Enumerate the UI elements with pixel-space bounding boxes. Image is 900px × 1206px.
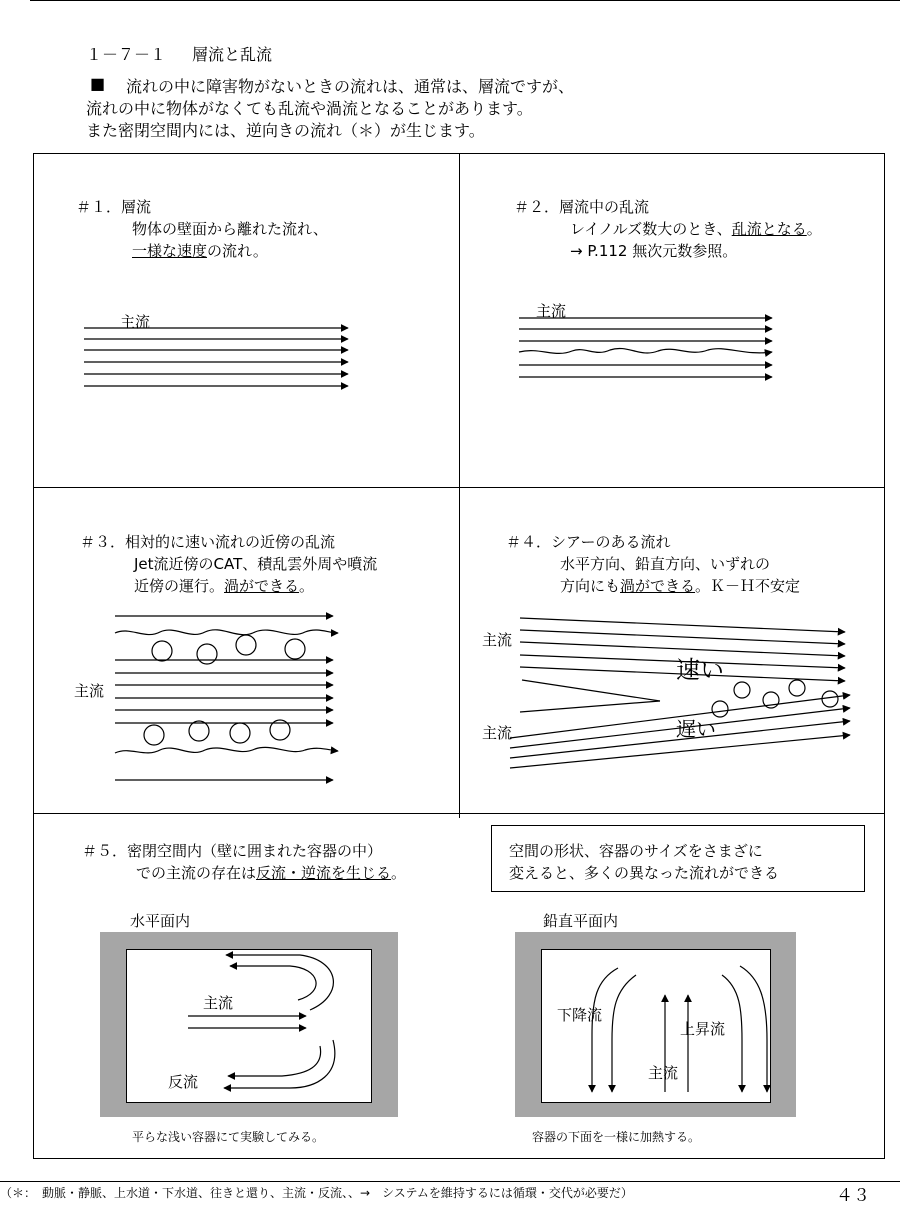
panel1-title: ＃１．層流 <box>76 198 152 216</box>
panel2-main-label: 主流 <box>536 302 567 320</box>
panel3-flow-lines <box>115 616 338 780</box>
panel3-main-label: 主流 <box>74 682 105 700</box>
panel3-line2-post: 。 <box>299 577 315 595</box>
panel2-line1-post: 。 <box>806 220 822 238</box>
p3-upper-wavy <box>115 630 338 635</box>
p3-eddy-2 <box>197 644 217 664</box>
h-return-lower-outer <box>224 1040 335 1088</box>
p3-eddy-4 <box>285 639 305 659</box>
panel4-line2-post: 。Ｋ－Ｈ不安定 <box>695 577 801 595</box>
p4-eddy-5 <box>822 691 838 707</box>
v-down-right-outer <box>740 966 767 1092</box>
footer-note: （＊： 動脈・静脈、上水道・下水道、往きと還り、主流・反流、、→ システムを維持するには循環・交代が必要だ） <box>0 1186 633 1200</box>
panel4-fast-label: 速い <box>676 656 724 684</box>
horizontal-container-flows <box>188 955 335 1088</box>
v-down-left-outer <box>592 968 618 1092</box>
panel2-line2: → P.112 無次元数参照。 <box>570 242 738 260</box>
p3-eddy-1 <box>152 641 172 661</box>
panel3-underlined: 渦ができる <box>224 577 300 595</box>
panel4-line2-pre: 方向にも <box>560 577 621 595</box>
panel1-line1: 物体の壁面から離れた流れ、 <box>132 220 328 238</box>
vertical-main-label: 主流 <box>648 1064 679 1082</box>
horizontal-caption: 平らな浅い容器にて実験してみる。 <box>132 1130 325 1144</box>
panel1-line2-rest: の流れ。 <box>207 242 268 260</box>
horizontal-reverse-label: 反流 <box>168 1073 199 1091</box>
panel5-line2-post: 。 <box>391 864 407 882</box>
h-return-upper-inner <box>230 966 316 1000</box>
panel3-line2-pre: 近傍の運行。 <box>134 577 225 595</box>
panel4-title: ＃４．シアーのある流れ <box>506 533 671 551</box>
panel5-note-line1: 空間の形状、容器のサイズをさまざに <box>509 842 763 860</box>
bullet-square-icon: ■ <box>90 74 106 93</box>
vertical-container-flows <box>592 966 767 1092</box>
horizontal-plane-title: 水平面内 <box>130 912 191 930</box>
p3-eddy-3 <box>236 635 256 655</box>
v-down-right-inner <box>722 975 742 1092</box>
panel3-line1: Jet流近傍のCAT、積乱雲外周や噴流 <box>134 555 378 573</box>
panel5-line2-pre: での主流の存在は <box>136 864 257 882</box>
intro-line-3: また密閉空間内には、逆向きの流れ（＊）が生じます。 <box>86 121 485 140</box>
panel2-title: ＃２．層流中の乱流 <box>514 198 650 216</box>
h-return-lower-inner <box>228 1046 321 1076</box>
panel5-title: ＃５．密閉空間内（壁に囲まれた容器の中） <box>82 842 383 860</box>
p3-eddy-6 <box>189 721 209 741</box>
vertical-up-label: 上昇流 <box>680 1020 726 1038</box>
panel4-underlined: 渦ができる <box>620 577 696 595</box>
panel2-flow-lines <box>519 318 772 377</box>
v-down-left-inner <box>612 975 636 1092</box>
panel3-title: ＃３．相対的に速い流れの近傍の乱流 <box>80 533 336 551</box>
section-number: １－７－１ <box>86 45 167 64</box>
h-return-upper-outer <box>226 955 333 1010</box>
horizontal-main-label: 主流 <box>203 994 234 1012</box>
panel5-note-line2: 変えると、多くの異なった流れができる <box>509 864 780 882</box>
vertical-caption: 容器の下面を一様に加熱する。 <box>532 1130 701 1144</box>
panel4-main-label-bottom: 主流 <box>482 724 513 742</box>
p4-eddy-4 <box>789 680 805 696</box>
section-title: 層流と乱流 <box>192 45 273 64</box>
panel4-slow-label: 遅い <box>676 717 716 741</box>
panel1-underlined: 一様な速度 <box>132 242 208 260</box>
p3-lower-wavy <box>115 747 338 753</box>
p4-eddy-1 <box>712 701 728 717</box>
panel2-underlined: 乱流となる <box>731 220 807 238</box>
p2-turbulent-line <box>519 348 772 353</box>
panel1-main-label: 主流 <box>120 313 151 331</box>
panel5-underlined: 反流・逆流を生じる <box>256 864 392 882</box>
p3-eddy-5 <box>144 725 164 745</box>
intro-line-2: 流れの中に物体がなくても乱流や渦流となることがあります。 <box>86 99 533 118</box>
panel4-line1: 水平方向、鉛直方向、いずれの <box>560 555 771 573</box>
panel2-line1-pre: レイノルズ数大のとき、 <box>570 220 732 238</box>
vertical-down-label: 下降流 <box>557 1006 603 1024</box>
p4-eddy-2 <box>734 682 750 698</box>
vertical-plane-title: 鉛直平面内 <box>543 912 619 930</box>
page-number: ４３ <box>836 1186 870 1206</box>
p3-eddy-7 <box>230 723 250 743</box>
intro-line-1: 流れの中に障害物がないときの流れは、通常は、層流ですが、 <box>126 77 575 96</box>
panel4-main-label-top: 主流 <box>482 631 513 649</box>
panel4-flow-lines <box>510 618 850 768</box>
panel1-flow-lines <box>84 328 348 386</box>
